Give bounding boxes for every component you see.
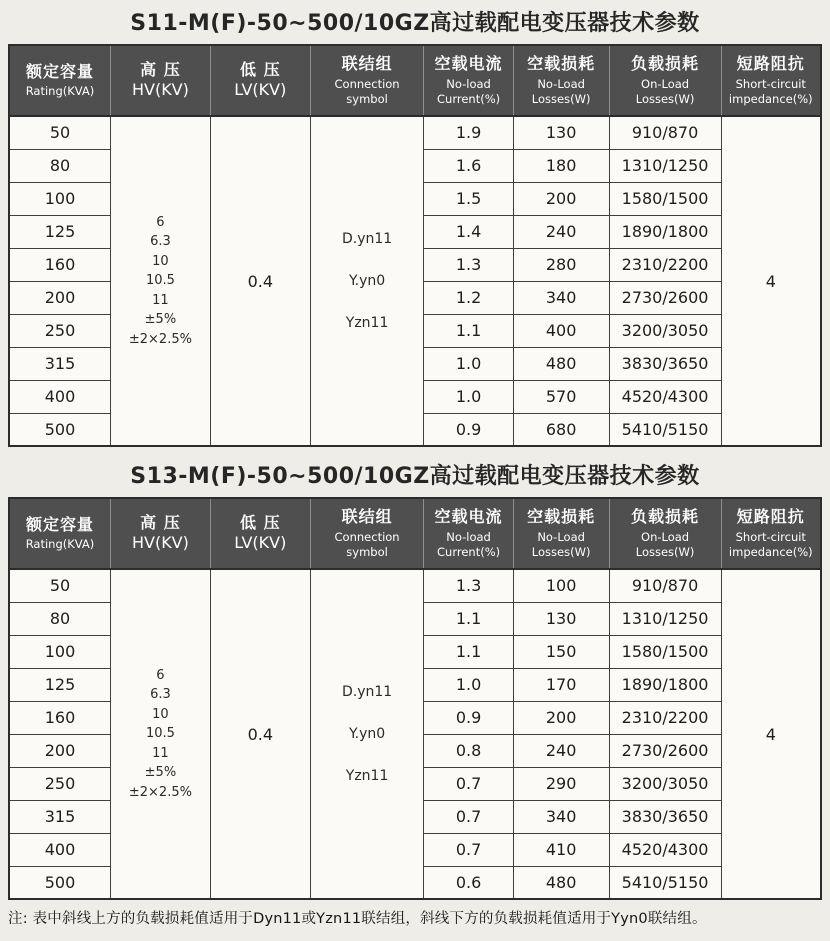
rating-cell: 100 <box>9 182 110 215</box>
connection-cell <box>310 116 424 446</box>
connection-cell-line: Y.yn0 <box>348 273 386 289</box>
on-load-losses-cell: 4520/4300 <box>609 833 721 866</box>
column-header-rating <box>9 45 110 116</box>
rating-cell: 400 <box>9 833 110 866</box>
column-label-en: No-Load Losses(W) <box>531 76 591 106</box>
spec-table-s13 <box>8 497 822 900</box>
on-load-losses-cell: 910/870 <box>609 569 721 602</box>
connection-cell-line: Y.yn0 <box>348 726 386 742</box>
hv-cell-line: 6.3 <box>150 687 171 703</box>
rating-cell: 80 <box>9 602 110 635</box>
column-label-en: Short-circuit impedance(%) <box>728 76 813 106</box>
no-load-current-cell: 1.1 <box>424 635 513 668</box>
impedance-cell: 4 <box>721 116 821 446</box>
connection-cell <box>310 569 424 899</box>
page-title-s11: S11-M(F)-50~500/10GZ高过载配电变压器技术参数 <box>130 11 700 36</box>
no-load-losses-cell: 150 <box>513 635 609 668</box>
footnote: 注: 表中斜线上方的负载损耗值适用于Dyn11或Yzn11联结组，斜线下方的负载损耗值适用于Yyn0联结组。 <box>8 911 707 927</box>
rating-cell: 50 <box>9 569 110 602</box>
rating-cell: 500 <box>9 413 110 446</box>
no-load-losses-cell: 200 <box>513 182 609 215</box>
column-header-no_load_current <box>424 45 513 116</box>
rating-cell: 250 <box>9 314 110 347</box>
on-load-losses-cell: 3830/3650 <box>609 800 721 833</box>
column-label-zh: 空载电流 <box>434 54 503 74</box>
page-title-s13: S13-M(F)-50~500/10GZ高过载配电变压器技术参数 <box>130 464 700 489</box>
column-label-en: LV(KV) <box>234 80 287 100</box>
hv-cell-line: ±5% <box>144 765 177 781</box>
column-label-zh: 空载损耗 <box>527 54 596 74</box>
no-load-losses-cell: 130 <box>513 116 609 149</box>
column-header-no_load_losses <box>513 45 609 116</box>
column-label-zh: 低 压 <box>240 60 281 79</box>
column-label-en: Rating(KVA) <box>25 537 95 552</box>
connection-cell-line: Yzn11 <box>345 315 389 331</box>
no-load-losses-cell: 170 <box>513 668 609 701</box>
rating-cell: 500 <box>9 866 110 899</box>
table-row <box>9 116 821 149</box>
column-label-en: On-Load Losses(W) <box>635 76 695 106</box>
rating-cell: 200 <box>9 734 110 767</box>
column-label-en: No-Load Losses(W) <box>531 529 591 559</box>
rating-cell: 160 <box>9 248 110 281</box>
no-load-current-cell: 1.3 <box>424 248 513 281</box>
column-label-zh: 短路阻抗 <box>736 54 805 74</box>
column-label-en: HV(KV) <box>131 80 189 100</box>
no-load-current-cell: 0.7 <box>424 833 513 866</box>
hv-cell-line: 11 <box>152 745 169 761</box>
no-load-losses-cell: 340 <box>513 281 609 314</box>
column-header-hv <box>110 498 210 569</box>
column-label-en: Connection symbol <box>334 529 400 559</box>
no-load-current-cell: 1.3 <box>424 569 513 602</box>
column-label-zh: 低 压 <box>240 513 281 532</box>
connection-cell-line: D.yn11 <box>341 684 393 700</box>
column-label-en: Connection symbol <box>334 76 400 106</box>
no-load-losses-cell: 180 <box>513 149 609 182</box>
on-load-losses-cell: 2730/2600 <box>609 281 721 314</box>
column-header-impedance <box>721 45 821 116</box>
table-header-s11 <box>9 45 821 116</box>
column-label-zh: 负载损耗 <box>631 54 700 74</box>
column-header-lv <box>210 45 310 116</box>
no-load-losses-cell: 290 <box>513 767 609 800</box>
hv-cell-line: 10.5 <box>145 726 175 742</box>
no-load-current-cell: 0.7 <box>424 767 513 800</box>
no-load-losses-cell: 240 <box>513 215 609 248</box>
on-load-losses-cell: 3200/3050 <box>609 314 721 347</box>
rating-cell: 160 <box>9 701 110 734</box>
rating-cell: 125 <box>9 215 110 248</box>
lv-cell: 0.4 <box>210 116 310 446</box>
rating-cell: 250 <box>9 767 110 800</box>
hv-cell-line: 11 <box>152 292 169 308</box>
table-header-s13 <box>9 498 821 569</box>
header-row <box>9 498 821 569</box>
on-load-losses-cell: 3200/3050 <box>609 767 721 800</box>
table-section-s13 <box>8 459 822 900</box>
hv-cell-line: 10.5 <box>145 273 175 289</box>
on-load-losses-cell: 1890/1800 <box>609 215 721 248</box>
hv-cell-line: 10 <box>152 706 169 722</box>
hv-cell <box>110 116 210 446</box>
column-label-en: HV(KV) <box>131 533 189 553</box>
no-load-losses-cell: 400 <box>513 314 609 347</box>
column-label-zh: 联结组 <box>341 54 393 74</box>
column-header-connection <box>310 45 424 116</box>
column-label-zh: 联结组 <box>341 507 393 527</box>
hv-cell-line: 6 <box>156 214 165 230</box>
impedance-cell: 4 <box>721 569 821 899</box>
column-label-zh: 高 压 <box>140 513 181 532</box>
no-load-losses-cell: 480 <box>513 347 609 380</box>
connection-cell-line: Yzn11 <box>345 768 389 784</box>
column-label-zh: 额定容量 <box>25 514 94 534</box>
no-load-losses-cell: 200 <box>513 701 609 734</box>
column-label-zh: 空载损耗 <box>527 507 596 527</box>
no-load-losses-cell: 280 <box>513 248 609 281</box>
on-load-losses-cell: 5410/5150 <box>609 413 721 446</box>
no-load-losses-cell: 130 <box>513 602 609 635</box>
on-load-losses-cell: 2310/2200 <box>609 701 721 734</box>
header-row <box>9 45 821 116</box>
rating-cell: 200 <box>9 281 110 314</box>
no-load-current-cell: 1.4 <box>424 215 513 248</box>
no-load-current-cell: 1.0 <box>424 380 513 413</box>
rating-cell: 315 <box>9 347 110 380</box>
column-header-on_load_losses <box>609 45 721 116</box>
column-header-rating <box>9 498 110 569</box>
no-load-current-cell: 1.6 <box>424 149 513 182</box>
no-load-current-cell: 1.1 <box>424 602 513 635</box>
column-label-en: On-Load Losses(W) <box>635 529 695 559</box>
on-load-losses-cell: 5410/5150 <box>609 866 721 899</box>
hv-cell-line: ±2×2.5% <box>128 331 192 347</box>
table-body-s11 <box>9 116 821 446</box>
no-load-current-cell: 1.1 <box>424 314 513 347</box>
hv-cell-line: ±5% <box>144 312 177 328</box>
no-load-current-cell: 0.7 <box>424 800 513 833</box>
no-load-losses-cell: 480 <box>513 866 609 899</box>
no-load-current-cell: 1.9 <box>424 116 513 149</box>
no-load-current-cell: 1.0 <box>424 668 513 701</box>
table-row <box>9 569 821 602</box>
rating-cell: 80 <box>9 149 110 182</box>
no-load-losses-cell: 240 <box>513 734 609 767</box>
no-load-current-cell: 1.2 <box>424 281 513 314</box>
no-load-losses-cell: 100 <box>513 569 609 602</box>
connection-cell-line: D.yn11 <box>341 231 393 247</box>
hv-cell-line: 6.3 <box>150 234 171 250</box>
rating-cell: 400 <box>9 380 110 413</box>
rating-cell: 125 <box>9 668 110 701</box>
hv-cell-line: ±2×2.5% <box>128 784 192 800</box>
no-load-current-cell: 0.8 <box>424 734 513 767</box>
column-header-no_load_current <box>424 498 513 569</box>
column-header-on_load_losses <box>609 498 721 569</box>
lv-cell: 0.4 <box>210 569 310 899</box>
on-load-losses-cell: 3830/3650 <box>609 347 721 380</box>
hv-cell <box>110 569 210 899</box>
column-label-en: LV(KV) <box>234 533 287 553</box>
column-label-zh: 额定容量 <box>25 61 94 81</box>
column-label-en: Rating(KVA) <box>25 84 95 99</box>
spec-table-s11 <box>8 44 822 447</box>
on-load-losses-cell: 910/870 <box>609 116 721 149</box>
rating-cell: 100 <box>9 635 110 668</box>
no-load-current-cell: 0.9 <box>424 413 513 446</box>
no-load-current-cell: 0.6 <box>424 866 513 899</box>
column-label-zh: 短路阻抗 <box>736 507 805 527</box>
no-load-current-cell: 1.0 <box>424 347 513 380</box>
on-load-losses-cell: 1580/1500 <box>609 635 721 668</box>
no-load-current-cell: 1.5 <box>424 182 513 215</box>
column-label-zh: 空载电流 <box>434 507 503 527</box>
rating-cell: 50 <box>9 116 110 149</box>
column-label-zh: 高 压 <box>140 60 181 79</box>
no-load-current-cell: 0.9 <box>424 701 513 734</box>
column-label-en: Short-circuit impedance(%) <box>728 529 813 559</box>
no-load-losses-cell: 680 <box>513 413 609 446</box>
column-label-zh: 负载损耗 <box>631 507 700 527</box>
on-load-losses-cell: 1310/1250 <box>609 602 721 635</box>
table-section-s11 <box>8 6 822 447</box>
column-label-en: No-load Current(%) <box>437 76 501 106</box>
on-load-losses-cell: 1580/1500 <box>609 182 721 215</box>
no-load-losses-cell: 410 <box>513 833 609 866</box>
table-body-s13 <box>9 569 821 899</box>
on-load-losses-cell: 2730/2600 <box>609 734 721 767</box>
column-header-no_load_losses <box>513 498 609 569</box>
on-load-losses-cell: 1890/1800 <box>609 668 721 701</box>
hv-cell-line: 10 <box>152 253 169 269</box>
column-header-connection <box>310 498 424 569</box>
on-load-losses-cell: 4520/4300 <box>609 380 721 413</box>
column-header-hv <box>110 45 210 116</box>
column-label-en: No-load Current(%) <box>437 529 501 559</box>
hv-cell-line: 6 <box>156 667 165 683</box>
rating-cell: 315 <box>9 800 110 833</box>
column-header-impedance <box>721 498 821 569</box>
no-load-losses-cell: 570 <box>513 380 609 413</box>
column-header-lv <box>210 498 310 569</box>
on-load-losses-cell: 2310/2200 <box>609 248 721 281</box>
on-load-losses-cell: 1310/1250 <box>609 149 721 182</box>
no-load-losses-cell: 340 <box>513 800 609 833</box>
